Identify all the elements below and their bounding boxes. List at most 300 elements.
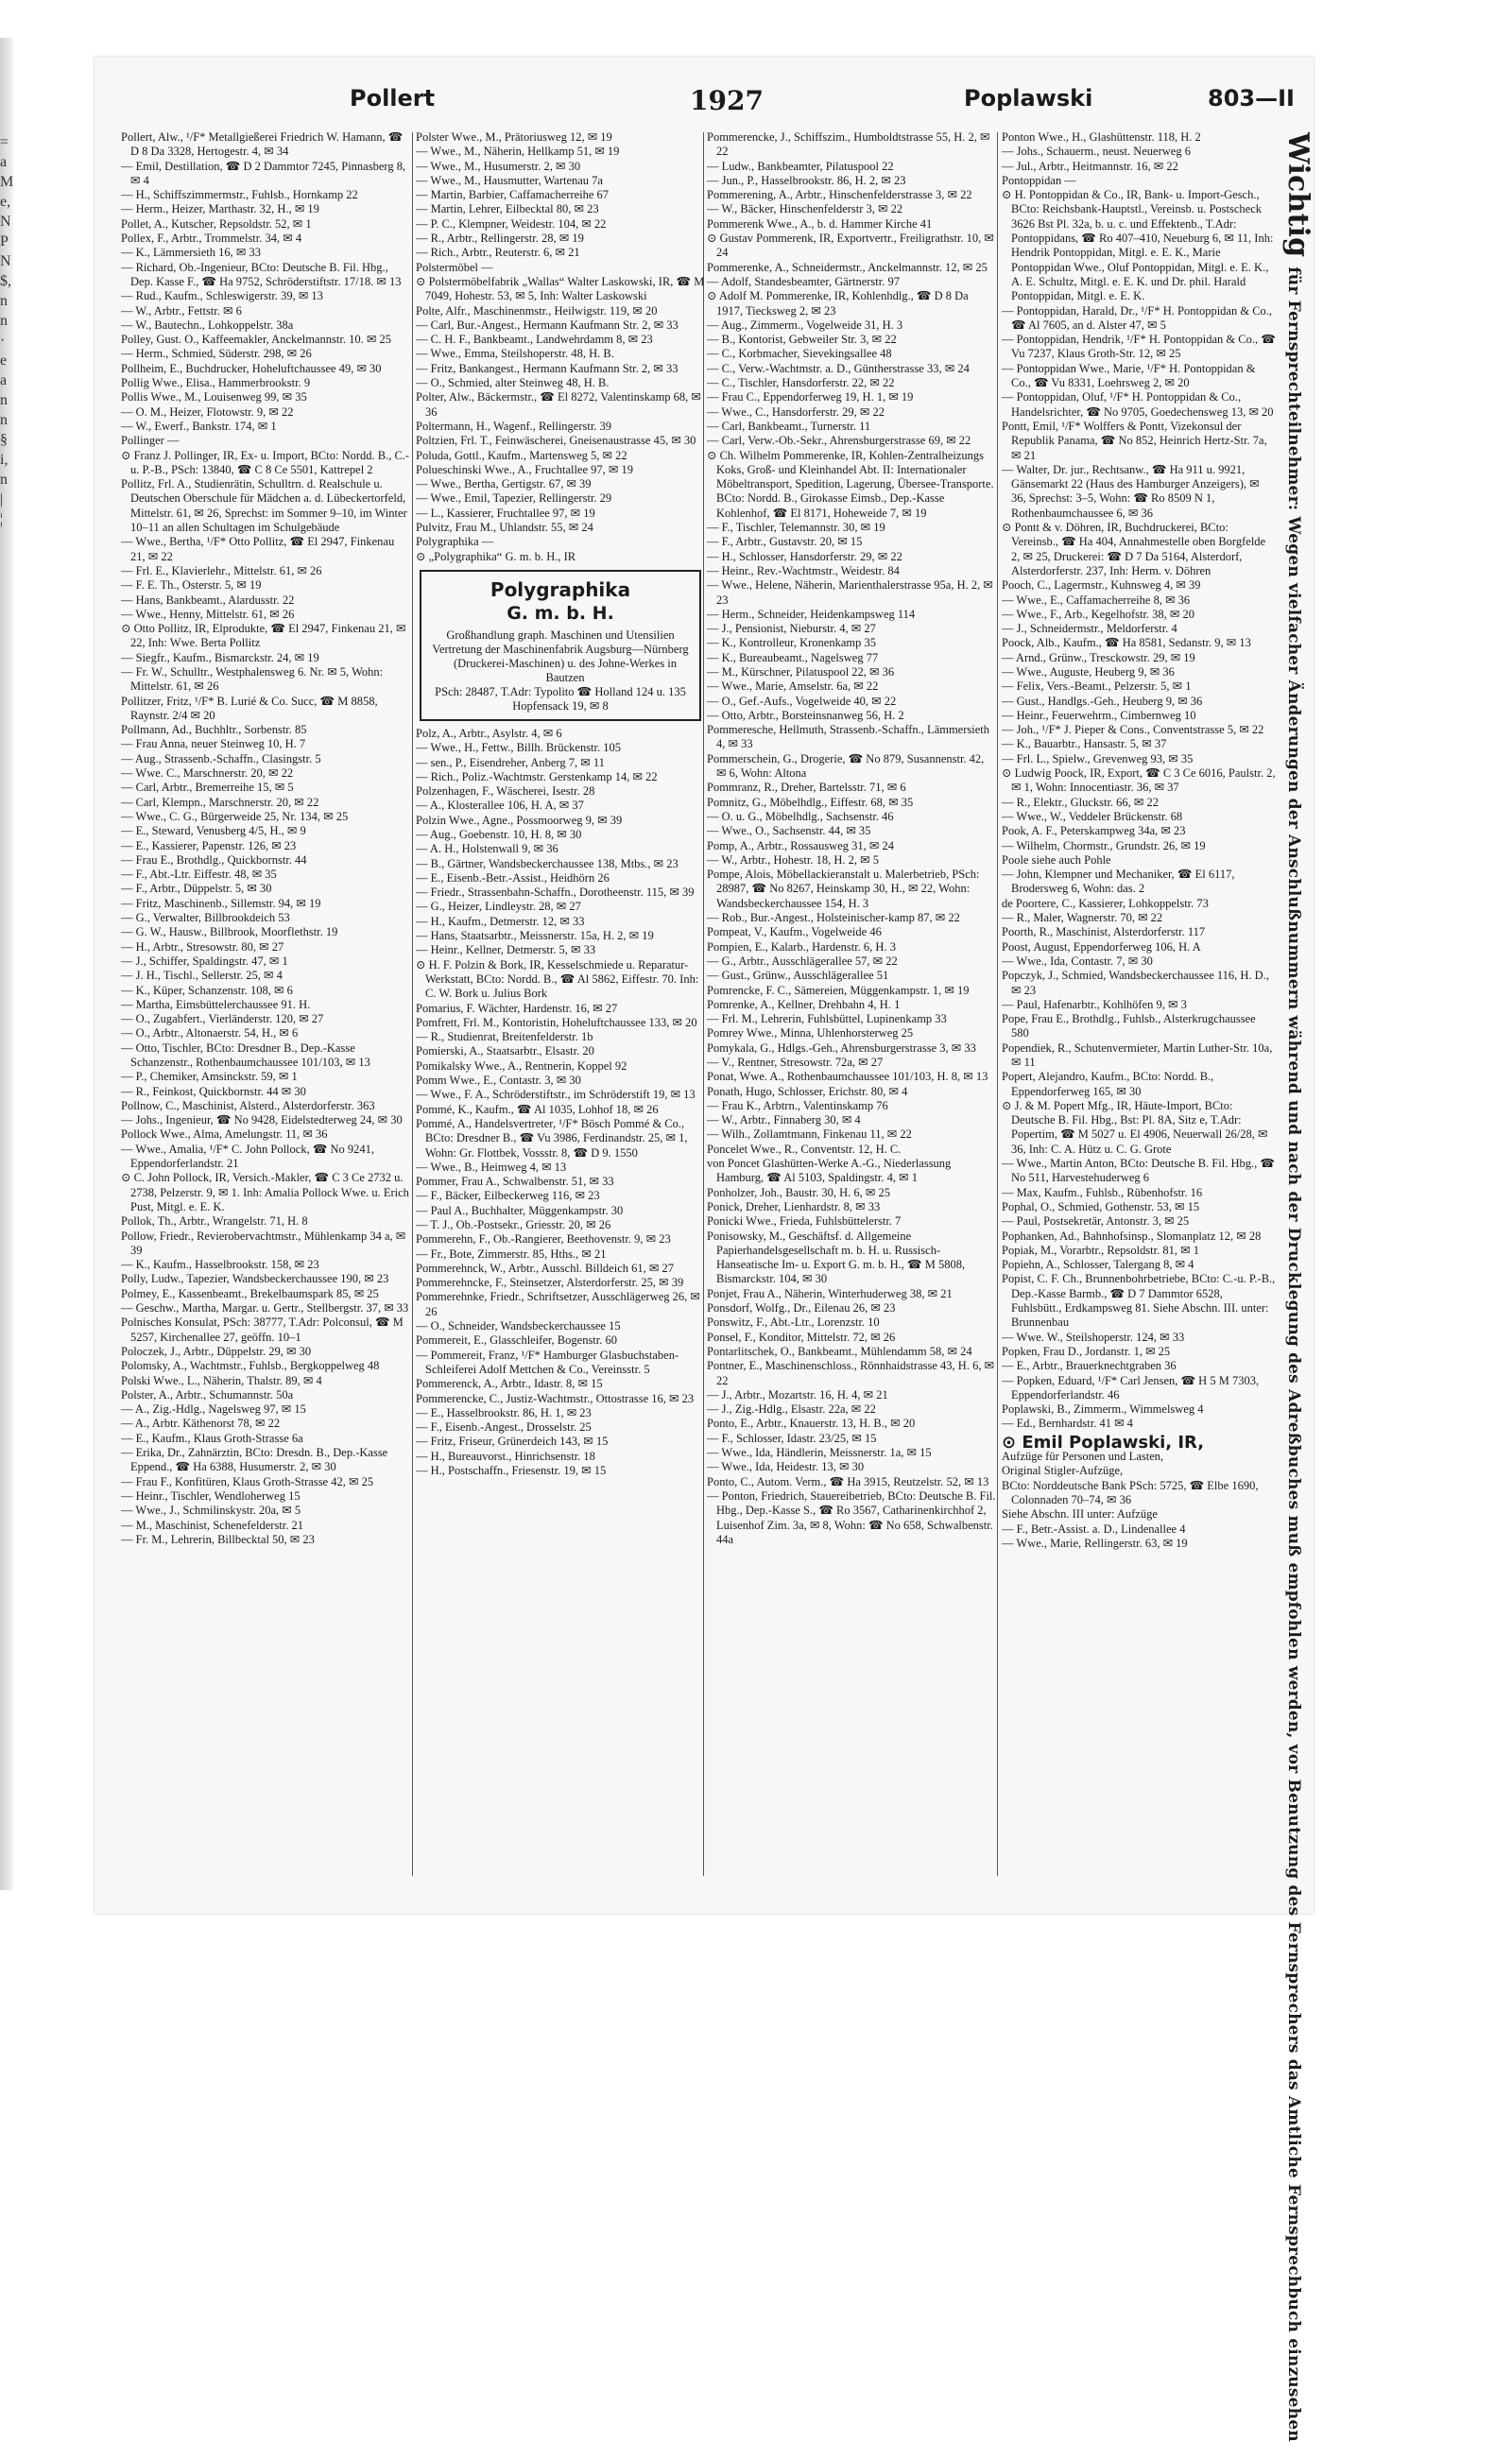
- edge-mark: a: [0, 372, 8, 388]
- directory-entry: — Gust., Handlgs.-Geh., Heuberg 9, ✉ 36: [1002, 694, 1203, 708]
- directory-entry: Pommerschein, G., Drogerie, ☎ No 879, Susannenstr. 42, ✉ 6, Wohn: Altona: [707, 751, 985, 781]
- ad-line: Siehe Abschn. III unter: Aufzüge: [1002, 1507, 1158, 1522]
- directory-entry: Polueschinski Wwe., A., Fruchtallee 97, ✉ 19: [416, 462, 634, 476]
- directory-entry: Pontner, E., Maschinenschloss., Rönnhaidstrasse 43, H. 6, ✉ 22: [707, 1359, 995, 1387]
- directory-entry: — P. C., Klempner, Weidestr. 104, ✉ 22: [416, 216, 607, 231]
- directory-entry: Pollig Wwe., Elisa., Hammerbrookstr. 9: [121, 376, 311, 390]
- directory-entry: — Wwe., M., Husumerstr. 2, ✉ 30: [416, 159, 581, 173]
- directory-entry: Polster Wwe., M., Prätoriusweg 12, ✉ 19: [416, 130, 612, 144]
- directory-entry: Pontoppidan —: [1002, 173, 1076, 187]
- directory-entry: — Paul A., Buchhalter, Müggenkampstr. 30: [416, 1203, 624, 1217]
- directory-entry: — Frl. M., Lehrerin, Fuhlsbüttel, Lupinenkamp 33: [707, 1012, 947, 1026]
- directory-entry: Popiak, M., Vorarbtr., Repsoldstr. 81, ✉ 1: [1002, 1243, 1199, 1257]
- header-page-number: 803—II: [1208, 85, 1295, 112]
- directory-entry: — G. W., Hausw., Billbrook, Moorflethstr. 19: [121, 925, 338, 939]
- directory-entry: Pommer, Frau A., Schwalbenstr. 51, ✉ 33: [416, 1175, 614, 1189]
- directory-entry: — Wwe., Ida, Heidestr. 13, ✉ 30: [707, 1460, 865, 1474]
- column-rule: [412, 132, 413, 1876]
- directory-entry: Pope, Frau E., Brothdlg., Fuhlsb., Alsterkrugchaussee 580: [1002, 1012, 1256, 1040]
- directory-entry: Ponisowsky, M., Geschäftsf. d. Allgemeine Papierhandelsgesellschaft m. b. H. u. Russisch-Hanseatische Im- u. Export G. m. b. H., ☎ M 5808, Bismarckstr. 104, ✉ 30: [707, 1229, 966, 1286]
- directory-entry: — F. E. Th., Osterstr. 5, ✉ 19: [121, 578, 262, 593]
- directory-entry: von Poncet Glashütten-Werke A.-G., Niederlassung Hamburg, ☎ Al 5103, Spaldingstr. 4, ✉ 1: [707, 1157, 952, 1185]
- directory-entry: de Poortere, C., Kassierer, Lohkoppelstr. 73: [1002, 896, 1209, 910]
- directory-entry: — Wilh., Zollamtmann, Finkenau 11, ✉ 22: [707, 1127, 912, 1142]
- directory-entry: — J. H., Tischl., Sellerstr. 25, ✉ 4: [121, 969, 283, 983]
- directory-entry: Ponick, Dreher, Lienhardstr. 8, ✉ 33: [707, 1199, 881, 1213]
- directory-entry: — M., Kürschner, Pilatuspool 22, ✉ 36: [707, 664, 895, 679]
- directory-entry: Popist, C. F. Ch., Brunnenbohrbetriebe, BCto: C.-u. P.-B., Dep.-Kasse Barmb., ☎ D 7 Dammtor 6528, Fuhlsbütt., Erdkampsweg 81. Siehe Abschn. III. unter: Brunnenbau: [1002, 1272, 1276, 1330]
- edge-mark: e: [0, 353, 8, 369]
- directory-entry: Polley, Gust. O., Kaffeemakler, Anckelmannstr. 10. ✉ 25: [121, 333, 391, 347]
- directory-entry: — Frl. L., Spielw., Grevenweg 93, ✉ 35: [1002, 751, 1194, 765]
- edge-mark: n: [0, 392, 8, 408]
- edge-mark: n: [0, 412, 8, 428]
- directory-page: [94, 57, 1314, 2442]
- directory-entry: — Emil, Destillation, ☎ D 2 Dammtor 7245, Pinnasberg 8, ✉ 4: [121, 159, 406, 187]
- directory-entry: — W., Ewerf., Bankstr. 174, ✉ 1: [121, 419, 277, 433]
- directory-entry: — Joh., ¹/F* J. Pieper & Cons., Conventstrasse 5, ✉ 22: [1002, 723, 1264, 737]
- directory-entry: — F., Schlosser, Idastr. 23/25, ✉ 15: [707, 1431, 877, 1445]
- directory-entry: Polygraphika —: [416, 535, 494, 549]
- directory-entry: — Rich., Poliz.-Wachtmstr. Gerstenkamp 14, ✉ 22: [416, 769, 658, 783]
- directory-entry: ⊙ Ludwig Poock, IR, Export, ☎ C 3 Ce 6016, Paulstr. 2, ✉ 1, Wohn: Innocentiastr. 36, ✉ 37: [1002, 766, 1276, 795]
- directory-entry: — Herm., Heizer, Marthastr. 32, H., ✉ 19: [121, 202, 319, 216]
- directory-entry: — Wwe., Emil, Tapezier, Rellingerstr. 29: [416, 491, 612, 506]
- directory-entry: Polstermöbel —: [416, 260, 493, 274]
- directory-entry: Pommerening, A., Arbtr., Hinschenfelderstrasse 3, ✉ 22: [707, 188, 972, 202]
- ad-line: BCto: Norddeutsche Bank PSch: 5725, ☎ Elbe 1690, Colonnaden 70–74, ✉ 36: [1002, 1478, 1259, 1506]
- directory-entry: — Jul., Arbtr., Heitmannstr. 16, ✉ 22: [1002, 159, 1178, 173]
- directory-entry: — H., Schlosser, Hansdorferstr. 29, ✉ 22: [707, 549, 902, 563]
- directory-entry: — Aug., Strassenb.-Schaffn., Clasingstr. 5: [121, 751, 321, 765]
- directory-entry: Pompe, Alois, Möbellackieranstalt u. Malerbetrieb, PSch: 28987, ☎ No 8267, Heinskamp 30, H., ✉ 22, Wohn: Wandsbeckerchaussee 154, H. 3: [707, 868, 980, 910]
- directory-entry: — Frau Anna, neuer Steinweg 10, H. 7: [121, 737, 306, 751]
- directory-entry: — Frau F., Konfitüren, Klaus Groth-Strasse 42, ✉ 25: [121, 1474, 374, 1488]
- directory-entry: — H., Postschaffn., Friesenstr. 19, ✉ 15: [416, 1464, 607, 1478]
- directory-entry: — Pontoppidan, Oluf, ¹/F* H. Pontoppidan & Co., Handelsrichter, ☎ No 9705, Goedechensweg 13, ✉ 20: [1002, 390, 1274, 419]
- directory-entry: Polomsky, A., Wachtmstr., Fuhlsb., Bergkoppelweg 48: [121, 1359, 380, 1373]
- directory-entry: — Martin, Lehrer, Eilbecktal 80, ✉ 23: [416, 202, 599, 216]
- directory-entry: Pollitzer, Fritz, ¹/F* B. Lurié & Co. Succ, ☎ M 8858, Raynstr. 2/4 ✉ 20: [121, 694, 378, 722]
- directory-entry: — O., Schmied, alter Steinweg 48, H. B.: [416, 376, 610, 390]
- directory-entry: — G., Arbtr., Ausschlägerallee 57, ✉ 22: [707, 954, 898, 968]
- directory-entry: Pulvitz, Frau M., Uhlandstr. 55, ✉ 24: [416, 521, 593, 535]
- directory-entry: — T. J., Ob.-Postsekr., Griesstr. 20, ✉ 26: [416, 1218, 611, 1231]
- edge-mark: n: [0, 293, 8, 309]
- directory-entry: — Pommereit, Franz, ¹/F* Hamburger Glasbuchstaben-Schleiferei Adolf Mettchen & Co., Vereinsstr. 5: [416, 1348, 679, 1376]
- directory-entry: Pommerencke, J., Schiffszim., Humboldtstrasse 55, H. 2, ✉ 22: [707, 130, 990, 159]
- directory-entry: Polski Wwe., L., Näherin, Thalstr. 89, ✉ 4: [121, 1373, 322, 1387]
- directory-entry: ⊙ J. & M. Popert Mfg., IR, Häute-Import, BCto: Deutsche B. Fil. Hbg., Bst: Pl. 8A, Sitz e, T.Adr: Popertim, ☎ M 5027 u. El 4906, Neuerwall 26/28, ✉ 36, Inh: C. A. Hütz u. C. G. Grote: [1002, 1098, 1268, 1156]
- directory-entry: — Fr. W., Schulltr., Westphalensweg 6. Nr. ✉ 5, Wohn: Mittelstr. 61, ✉ 26: [121, 664, 384, 694]
- directory-entry: Pomierski, A., Staatsarbtr., Elsastr. 20: [416, 1044, 594, 1058]
- directory-entry: — Rob., Bur.-Angest., Holsteinischer-kamp 87, ✉ 22: [707, 911, 960, 925]
- directory-entry: Pomrencke, F. C., Sämereien, Müggenkampstr. 1, ✉ 19: [707, 983, 970, 997]
- directory-entry: Pook, A. F., Peterskampweg 34a, ✉ 23: [1002, 824, 1186, 838]
- directory-entry: — K., Bureaubeamt., Nagelsweg 77: [707, 650, 879, 664]
- directory-entry: — Ponton, Friedrich, Stauereibetrieb, BCto: Deutsche B. Fil. Hbg., Dep.-Kasse S., ☎ Ro 3567, Catharinenkirchhof 2, Luisenhof Zim. 3a, ✉ 8, Wohn: ☎ No 658, Schwalbenstr. 44a: [707, 1488, 996, 1546]
- directory-entry: Poock, Alb., Kaufm., ☎ Ha 8581, Sedanstr. 9, ✉ 13: [1002, 636, 1251, 650]
- directory-entry: — W., Bautechn., Lohkoppelstr. 38a: [121, 318, 294, 332]
- edge-mark: a: [0, 154, 8, 170]
- directory-entry: — Heinr., Feuerwehrm., Cimbernweg 10: [1002, 708, 1196, 722]
- directory-entry: — Wwe., J., Schmilinskystr. 20a, ✉ 5: [121, 1504, 301, 1518]
- edge-mark: =: [0, 134, 9, 150]
- directory-entry: — Martha, Eimsbüttelerchaussee 91. H.: [121, 997, 311, 1011]
- directory-entry: — J., Schneidermstr., Meldorferstr. 4: [1002, 622, 1177, 636]
- directory-entry: — Jun., P., Hasselbrookstr. 86, H. 2, ✉ 23: [707, 173, 906, 187]
- header-first-name: Pollert: [350, 85, 436, 112]
- directory-entry: — Siegfr., Kaufm., Bismarckstr. 24, ✉ 19: [121, 650, 319, 664]
- directory-entry: Pophal, O., Schmied, Gothenstr. 53, ✉ 15: [1002, 1199, 1200, 1213]
- directory-entry: Pollheim, E., Buchdrucker, Hoheluftchaussee 49, ✉ 30: [121, 361, 382, 375]
- directory-entry: — O., Schneider, Wandsbeckerchaussee 15: [416, 1319, 621, 1333]
- directory-entry: — Frau K., Arbtrn., Valentinskamp 76: [707, 1098, 888, 1112]
- directory-entry: Pontarlitschek, O., Bankbeamt., Mühlendamm 58, ✉ 24: [707, 1344, 972, 1358]
- directory-entry: — Hans, Bankbeamt., Alardusstr. 22: [121, 593, 295, 607]
- directory-entry: Pollnow, C., Maschinist, Alsterd., Alsterdorferstr. 363: [121, 1098, 375, 1112]
- directory-entry: — Wwe., F. A., Schröderstiftstr., im Schröderstift 19, ✉ 13: [416, 1088, 696, 1102]
- directory-entry: ⊙ „Polygraphika“ G. m. b. H., IR: [416, 549, 576, 563]
- directory-entry: Ponath, Hugo, Schlosser, Erichstr. 80, ✉ 4: [707, 1084, 908, 1098]
- directory-entry: — B., Gärtner, Wandsbeckerchaussee 138, Mtbs., ✉ 23: [416, 856, 679, 870]
- directory-entry: — Pontoppidan, Hendrik, ¹/F* H. Pontoppidan & Co., ☎ Vu 7237, Klaus Groth-Str. 12, ✉ 25: [1002, 333, 1276, 361]
- directory-entry: — Wwe., Auguste, Heuberg 9, ✉ 36: [1002, 664, 1175, 679]
- directory-entry: ⊙ Adolf M. Pommerenke, IR, Kohlenhdlg., ☎ D 8 Da 1917, Tiecksweg 2, ✉ 23: [707, 289, 969, 318]
- directory-entry: — Max, Kaufm., Fuhlsb., Rübenhofstr. 16: [1002, 1185, 1203, 1199]
- directory-entry: — H., Bureauvorst., Hinrichsenstr. 18: [416, 1449, 595, 1463]
- directory-entry: Pommerehncke, F., Steinsetzer, Alsterdorferstr. 25, ✉ 39: [416, 1276, 684, 1290]
- directory-entry: — F., Abt.-Ltr. Eiffestr. 48, ✉ 35: [121, 868, 277, 882]
- directory-entry: Popken, Frau D., Jordanstr. 1, ✉ 25: [1002, 1344, 1171, 1358]
- directory-entry: — Arnd., Grünw., Tresckowstr. 29, ✉ 19: [1002, 650, 1195, 664]
- directory-entry: — Wwe. C., Marschnerstr. 20, ✉ 22: [121, 766, 294, 781]
- directory-entry: — R., Studienrat, Breitenfelderstr. 1b: [416, 1030, 593, 1044]
- edge-mark: §: [0, 432, 8, 448]
- directory-entry: ⊙ Franz J. Pollinger, IR, Ex- u. Import, BCto: Nordd. B., C.- u. P.-B., PSch: 13840, ☎ C 8 Ce 5501, Kattrepel 2: [121, 448, 410, 476]
- directory-entry: Ponholzer, Joh., Baustr. 30, H. 6, ✉ 25: [707, 1185, 890, 1199]
- directory-entry: — Paul, Hafenarbtr., Kohlhöfen 9, ✉ 3: [1002, 997, 1187, 1011]
- directory-entry: — Wwe., M., Näherin, Hellkamp 51, ✉ 19: [416, 145, 620, 159]
- directory-entry: — Wilhelm, Chormstr., Grundstr. 26, ✉ 19: [1002, 838, 1206, 852]
- directory-entry: Poluda, Gottl., Kaufm., Martensweg 5, ✉ 22: [416, 448, 627, 462]
- directory-entry: Pooch, C., Lagermstr., Kuhnsweg 4, ✉ 39: [1002, 578, 1201, 593]
- edge-mark: n: [0, 472, 8, 488]
- directory-entry: — C., Tischler, Hansdorferstr. 22, ✉ 22: [707, 376, 895, 390]
- edge-mark: P: [0, 233, 9, 249]
- directory-entry: — Fr., Bote, Zimmerstr. 85, Hths., ✉ 21: [416, 1247, 607, 1261]
- directory-entry: Pomnitz, G., Möbelhdlg., Eiffestr. 68, ✉ 35: [707, 795, 914, 809]
- directory-entry: — Wwe., F., Arb., Kegelhofstr. 38, ✉ 20: [1002, 607, 1195, 621]
- directory-entry: — H., Arbtr., Stresowstr. 80, ✉ 27: [121, 939, 284, 954]
- directory-entry: — Wwe., C., Hansdorferstr. 29, ✉ 22: [707, 404, 885, 419]
- directory-entry: — A. H., Holstenwall 9, ✉ 36: [416, 842, 558, 856]
- directory-entry: Pommereit, E., Glasschleifer, Bogenstr. 60: [416, 1333, 618, 1348]
- directory-entry: Pompien, E., Kalarb., Hardenstr. 6, H. 3: [707, 939, 896, 954]
- directory-entry: Pollinger —: [121, 434, 180, 448]
- directory-entry: Pommranz, R., Dreher, Bartelsstr. 71, ✉ 6: [707, 781, 906, 795]
- directory-entry: Pompeat, V., Kaufm., Vogelweide 46: [707, 925, 882, 939]
- directory-entry: ⊙ C. John Pollock, IR, Versich.-Makler, ☎ C 3 Ce 2732 u. 2738, Pelzerstr. 9, ✉ 1. Inh: Amalia Pollock Wwe. u. Erich Pust, Mitgl. e. E. K.: [121, 1171, 409, 1213]
- directory-entry: — Frl. E., Klavierlehr., Mittelstr. 61, ✉ 26: [121, 563, 322, 577]
- ad-title: Polygraphika: [490, 577, 631, 601]
- directory-entry: Popendiek, R., Schutenvermieter, Martin Luther-Str. 10a, ✉ 11: [1002, 1040, 1273, 1069]
- directory-entry: Poost, August, Eppendorferweg 106, H. A: [1002, 939, 1201, 954]
- directory-entry: Ponto, C., Autom. Verm., ☎ Ha 3915, Reutzelstr. 52, ✉ 13: [707, 1474, 989, 1488]
- directory-entry: Poltermann, H., Wagenf., Rellingerstr. 39: [416, 419, 612, 433]
- directory-entry: — K., Bauarbtr., Hansastr. 5, ✉ 37: [1002, 737, 1167, 751]
- directory-entry: — Carl, Klempn., Marschnerstr. 20, ✉ 22: [121, 795, 319, 809]
- directory-entry: — B., Kontorist, Gebweiler Str. 3, ✉ 22: [707, 333, 897, 347]
- directory-entry: Polzin Wwe., Agne., Possmoorweg 9, ✉ 39: [416, 813, 623, 827]
- edge-mark: |: [0, 491, 4, 507]
- directory-entry: — Wwe., Ida, Händlerin, Meissnerstr. 1a, ✉ 15: [707, 1446, 932, 1460]
- ad-line: Hopfensack 19, ✉ 8: [512, 698, 609, 713]
- directory-entry: Polz, A., Arbtr., Asylstr. 4, ✉ 6: [416, 726, 562, 740]
- directory-entry: — M., Maschinist, Schenefelderstr. 21: [121, 1518, 304, 1532]
- directory-entry: — Wwe., Marie, Amselstr. 6a, ✉ 22: [707, 679, 879, 694]
- directory-entry: — Rud., Kaufm., Schleswigerstr. 39, ✉ 13: [121, 289, 323, 303]
- directory-entry: — Frau C., Eppendorferweg 19, H. 1, ✉ 19: [707, 390, 914, 404]
- directory-entry: — Walter, Dr. jur., Rechtsanw., ☎ Ha 911 u. 9921, Gänsemarkt 22 (Haus des Hamburger Anzeigers), ✉ 36, Sprechst: 3–5, Wohn: ☎ Ro 8509 N 1, Rothenbaumchaussee 6, ✉ 36: [1002, 462, 1260, 520]
- directory-entry: — C., Korbmacher, Sievekingsallee 48: [707, 347, 892, 361]
- directory-entry: Popert, Alejandro, Kaufm., BCto: Nordd. B., Eppendorferweg 165, ✉ 30: [1002, 1070, 1214, 1098]
- edge-mark: e,: [0, 194, 11, 210]
- directory-entry: Pollok, Th., Arbtr., Wrangelstr. 71, H. 8: [121, 1214, 308, 1229]
- directory-entry: Polmey, E., Kassenbeamt., Brekelbaumspark 85, ✉ 25: [121, 1286, 379, 1300]
- directory-entry: Ponton Wwe., H., Glashüttenstr. 118, H. 2: [1002, 130, 1201, 144]
- directory-entry: Pomrenke, A., Kellner, Drehbahn 4, H. 1: [707, 997, 901, 1011]
- directory-entry: — Rich., Arbtr., Reuterstr. 6, ✉ 21: [416, 246, 580, 260]
- directory-entry: — Carl, Verw.-Ob.-Sekr., Ahrensburgerstrasse 69, ✉ 22: [707, 434, 971, 448]
- directory-entry: Pollow, Friedr., Revierobervachtmstr., Mühlenkamp 34 a, ✉ 39: [121, 1229, 406, 1257]
- header-year: 1927: [690, 85, 764, 116]
- directory-entry: — L., Kassierer, Fruchtallee 97, ✉ 19: [416, 506, 595, 520]
- directory-entry: — Ludw., Bankbeamter, Pilatuspool 22: [707, 159, 894, 173]
- directory-entry: Poltzien, Frl. T., Feinwäscherei, Gneisenaustrasse 45, ✉ 30: [416, 434, 696, 448]
- directory-entry: Poplawski, B., Zimmerm., Wimmelsweg 4: [1002, 1402, 1204, 1417]
- directory-entry: Pollet, A., Kutscher, Repsoldstr. 52, ✉ 1: [121, 216, 312, 231]
- directory-entry: Pomm Wwe., E., Contastr. 3, ✉ 30: [416, 1074, 581, 1088]
- directory-entry: — H., Kaufm., Detmerstr. 12, ✉ 33: [416, 914, 585, 928]
- directory-entry: — Pontoppidan Wwe., Marie, ¹/F* H. Pontoppidan & Co., ☎ Vu 8331, Loehrsweg 2, ✉ 20: [1002, 361, 1256, 390]
- directory-entry: Pomykala, G., Hdlgs.-Geh., Ahrensburgerstrasse 3, ✉ 33: [707, 1040, 976, 1055]
- header-last-name: Poplawski: [964, 85, 1093, 112]
- directory-entry: — F., Tischler, Telemannstr. 30, ✉ 19: [707, 521, 885, 535]
- directory-entry: — Geschw., Martha, Margar. u. Gertr., Stellbergstr. 37, ✉ 33: [121, 1301, 409, 1316]
- directory-entry: ⊙ Otto Pollitz, IR, Elprodukte, ☎ El 2947, Finkenau 21, ✉ 22, Inh: Wwe. Berta Pollitz: [121, 622, 406, 650]
- directory-entry: — Aug., Zimmerm., Vogelweide 31, H. 3: [707, 318, 903, 332]
- directory-entry: — Otto, Tischler, BCto: Dresdner B., Dep.-Kasse Schanzenstr., Rothenbaumchaussee 101/103, ✉ 13: [121, 1040, 370, 1069]
- directory-entry: — Wwe., Amalia, ¹/F* C. John Pollock, ☎ No 9241, Eppendorferlandstr. 21: [121, 1142, 375, 1171]
- directory-entry: Ponto, E., Arbtr., Knauerstr. 13, H. B., ✉ 20: [707, 1417, 916, 1431]
- directory-entry: — Erika, Dr., Zahnärztin, BCto: Dresdn. B., Dep.-Kasse Eppend., ☎ Ha 6388, Husumerstr. 2, ✉ 30: [121, 1446, 388, 1474]
- directory-entry: — R., Elektr., Gluckstr. 66, ✉ 22: [1002, 795, 1160, 809]
- edge-mark: N: [0, 253, 11, 269]
- notice-lead: Wichtig: [1281, 132, 1314, 258]
- directory-entry: — Adolf, Standesbeamter, Gärtnerstr. 97: [707, 274, 900, 288]
- directory-entry: Pollex, F., Arbtr., Trommelstr. 34, ✉ 4: [121, 232, 302, 246]
- directory-entry: Pollitz, Frl. A., Studienrätin, Schulltrn. d. Realschule u. Deutschen Oberschule für Mädchen a. d. Lübeckertorfeld, Mittelstr. 61, ✉ 26, Sprechst: im Sommer 9–10, im Winter 10–11 an allen Schultagen im Schulgebäude: [121, 477, 407, 535]
- ad-line: PSch: 28487, T.Adr: Typolito ☎ Holland 124 u. 135: [435, 684, 686, 698]
- directory-entry: — Wwe., O., Sachsenstr. 44, ✉ 35: [707, 824, 871, 838]
- column-rule: [997, 132, 998, 1876]
- directory-entry: — Wwe., Henny, Mittelstr. 61, ✉ 26: [121, 607, 295, 621]
- directory-column-4: [1002, 130, 1276, 1885]
- directory-entry: — A., Zig.-Hdlg., Nagelsweg 97, ✉ 15: [121, 1402, 306, 1417]
- directory-entry: ⊙ Ch. Wilhelm Pommerenke, IR, Kohlen-Zentralheizungs Koks, Groß- und Kleinhandel Abt. II: Internationaler Möbeltransport, Spedition, Lagerung, Übersee-Transporte. BCto: Nordd. B., Girokasse Eimsb., Dep.-Kasse Kohlenhof, ☎ El 8171, Hoheweide 7, ✉ 19: [707, 448, 994, 520]
- directory-entry: Poloczek, J., Arbtr., Düppelstr. 29, ✉ 30: [121, 1344, 312, 1358]
- directory-entry: Pomarius, F. Wächter, Hardenstr. 16, ✉ 27: [416, 1001, 618, 1015]
- poplawski-advertisement: [1002, 1432, 1276, 1551]
- edge-mark: ¦: [0, 511, 4, 527]
- directory-entry: — Hans, Staatsarbtr., Meissnerstr. 15a, H. 2, ✉ 19: [416, 929, 654, 943]
- directory-entry: Polte, Alfr., Maschinenmstr., Heilwigstr. 119, ✉ 20: [416, 303, 658, 318]
- directory-entry: — Paul, Postsekretär, Antonstr. 3, ✉ 25: [1002, 1214, 1190, 1229]
- directory-entry: — E., Eisenb.-Betr.-Assist., Heidhörn 26: [416, 870, 610, 885]
- directory-entry: Pommerencke, C., Justiz-Wachtmstr., Ottostrasse 16, ✉ 23: [416, 1391, 695, 1405]
- directory-entry: — Herm., Schmied, Süderstr. 298, ✉ 26: [121, 347, 312, 361]
- directory-entry: — Otto, Arbtr., Borsteinsnanweg 56, H. 2: [707, 708, 904, 722]
- directory-entry: Popiehn, A., Schlosser, Talergang 8, ✉ 4: [1002, 1258, 1194, 1272]
- directory-entry: — E., Kaufm., Klaus Groth-Strasse 6a: [121, 1431, 303, 1445]
- directory-entry: — R., Feinkost, Quickbornstr. 44 ✉ 30: [121, 1084, 306, 1098]
- edge-mark: i,: [0, 452, 9, 468]
- directory-entry: — R., Arbtr., Rellingerstr. 28, ✉ 19: [416, 232, 584, 246]
- directory-entry: — Wwe., H., Fettw., Billh. Brückenstr. 105: [416, 741, 621, 755]
- directory-entry: Ponsdorf, Wolfg., Dr., Eilenau 26, ✉ 23: [707, 1301, 896, 1316]
- directory-entry: — Aug., Goebenstr. 10, H. 8, ✉ 30: [416, 827, 582, 841]
- directory-entry: Pommerenke, A., Schneidermstr., Anckelmannstr. 12, ✉ 25: [707, 260, 988, 274]
- directory-entry: Pomfrett, Frl. M., Kontoristin, Hoheluftchaussee 133, ✉ 20: [416, 1015, 697, 1029]
- directory-entry: Polter, Alw., Bäckermstr., ☎ El 8272, Valentinskamp 68, ✉ 36: [416, 390, 701, 419]
- directory-entry: — Ed., Bernhardstr. 41 ✉ 4: [1002, 1417, 1133, 1431]
- directory-entry: — C., Verw.-Wachtmstr. a. D., Güntherstrasse 33, ✉ 24: [707, 361, 970, 375]
- directory-entry: Pollock Wwe., Alma, Amelungstr. 11, ✉ 36: [121, 1127, 328, 1142]
- directory-entry: Pomikalsky Wwe., A., Rentnerin, Koppel 92: [416, 1058, 627, 1073]
- directory-entry: — Wwe., Emma, Steilshoperstr. 48, H. B.: [416, 347, 614, 361]
- directory-entry: Pommerehn, F., Ob.-Rangierer, Beethovenstr. 9, ✉ 23: [416, 1232, 671, 1247]
- directory-entry: — K., Küper, Schanzenstr. 108, ✉ 6: [121, 983, 293, 997]
- directory-entry: Ponjet, Frau A., Näherin, Winterhuderweg 38, ✉ 21: [707, 1286, 953, 1300]
- directory-entry: Ponicki Wwe., Frieda, Fuhlsbüttelerstr. 7: [707, 1214, 902, 1229]
- page-header: [132, 85, 1304, 119]
- directory-entry: — Fritz, Bankangest., Hermann Kaufmann Str. 2, ✉ 33: [416, 361, 679, 375]
- directory-entry: — Carl, Bankbeamt., Turnerstr. 11: [707, 419, 871, 433]
- directory-entry: — E., Arbtr., Brauerknechtgraben 36: [1002, 1359, 1177, 1373]
- directory-entry: Pollmann, Ad., Buchhltr., Sorbenstr. 85: [121, 723, 307, 737]
- directory-entry: — Wwe., Helene, Näherin, Marienthalerstrasse 95a, H. 2, ✉ 23: [707, 578, 993, 607]
- directory-entry: ⊙ Polstermöbelfabrik „Wallas“ Walter Laskowski, IR, ☎ M 7049, Hohestr. 53, ✉ 5, Inh: Walter Laskowski: [416, 274, 705, 303]
- directory-entry: — V., Rentner, Stresowstr. 72a, ✉ 27: [707, 1056, 884, 1069]
- directory-entry: Polster, A., Arbtr., Schumannstr. 50a: [121, 1387, 294, 1402]
- directory-entry: Pommerenk Wwe., A., b. d. Hammer Kirche 41: [707, 216, 933, 231]
- directory-entry: — C. H. F., Bankbeamt., Landwehrdamm 8, ✉ 23: [416, 333, 653, 347]
- directory-entry: — sen., P., Eisendreher, Anberg 7, ✉ 11: [416, 755, 605, 769]
- directory-entry: — Wwe. W., Steilshoperstr. 124, ✉ 33: [1002, 1330, 1185, 1344]
- directory-entry: — Fr. M., Lehrerin, Billbecktal 50, ✉ 23: [121, 1532, 315, 1546]
- directory-entry: Pollert, Alw., ¹/F* Metallgießerei Friedrich W. Hamann, ☎ D 8 Da 3328, Hertogestr. 4, ✉ 34: [121, 130, 404, 159]
- edge-mark: ·: [0, 333, 6, 349]
- directory-entry: — Carl, Bur.-Angest., Hermann Kaufmann Str. 2, ✉ 33: [416, 318, 679, 332]
- polygraphika-advertisement: [420, 570, 701, 721]
- directory-entry: — E., Kassierer, Papenstr. 126, ✉ 23: [121, 838, 297, 852]
- directory-entry: Poole siehe auch Pohle: [1002, 852, 1111, 867]
- directory-entry: Pophanken, Ad., Bahnhofsinsp., Slomanplatz 12, ✉ 28: [1002, 1229, 1262, 1243]
- directory-entry: — Fritz, Friseur, Grünerdeich 143, ✉ 15: [416, 1435, 609, 1449]
- directory-entry: Pommeresche, Hellmuth, Strassenb.-Schaffn., Lämmersieth 4, ✉ 33: [707, 723, 990, 751]
- directory-entry: — K., Kaufm., Hasselbrookstr. 158, ✉ 23: [121, 1258, 319, 1272]
- directory-entry: — J., Schiffer, Spaldingstr. 47, ✉ 1: [121, 954, 288, 968]
- directory-entry: — O., Arbtr., Altonaerstr. 54, H., ✉ 6: [121, 1026, 299, 1040]
- directory-entry: — J., Pensionist, Nieburstr. 4, ✉ 27: [707, 622, 876, 636]
- ad-name: ⊙ Emil Poplawski, IR,: [1002, 1432, 1205, 1453]
- directory-entry: — P., Chemiker, Amsinckstr. 59, ✉ 1: [121, 1070, 298, 1084]
- directory-entry: — A., Klosterallee 106, H. A, ✉ 37: [416, 799, 584, 813]
- directory-entry: — Frau E., Brothdlg., Quickbornstr. 44: [121, 852, 307, 867]
- directory-entry: ⊙ H. F. Polzin & Bork, IR, Kesselschmiede u. Reparatur-Werkstatt, BCto: Nordd. B., ☎ Al 5862, Eiffestr. 70. Inh: C. W. Bork u. Julius Bork: [416, 957, 699, 1001]
- directory-entry: — G., Verwalter, Billbrookdeich 53: [121, 911, 290, 925]
- ad-line: Original Stigler-Aufzüge,: [1002, 1464, 1124, 1478]
- directory-entry: — John, Klempner und Mechaniker, ☎ El 6117, Brodersweg 6, Wohn: das. 2: [1002, 868, 1235, 896]
- directory-entry: — Wwe., Martin Anton, BCto: Deutsche B. Fil. Hbg., ☎ No 511, Harvestehuderweg 6: [1002, 1157, 1275, 1185]
- directory-entry: — Johs., Ingenieur, ☎ No 9428, Eidelstedterweg 24, ✉ 30: [121, 1113, 403, 1127]
- directory-entry: — J., Zig.-Hdlg., Elsastr. 22a, ✉ 22: [707, 1402, 876, 1417]
- edge-mark: M: [0, 174, 14, 190]
- directory-entry: — O., Gef.-Aufs., Vogelweide 40, ✉ 22: [707, 694, 897, 708]
- directory-entry: — Wwe., C. G., Bürgerweide 25, Nr. 134, ✉ 25: [121, 809, 349, 823]
- directory-entry: — Johs., Schauerm., neust. Neuerweg 6: [1002, 145, 1191, 159]
- directory-entry: ⊙ Pontt & v. Döhren, IR, Buchdruckerei, BCto: Vereinsb., ☎ Ha 404, Annahmestelle oben Borgfelde 2, ✉ 25, Druckerei: ☎ D 7 Da 5164, Alsterdorf, Alsterdorferstr. 237, Inh: Herm. v. Döhren: [1002, 521, 1266, 577]
- directory-entry: — F., Arbtr., Gustavstr. 20, ✉ 15: [707, 535, 863, 549]
- directory-entry: ⊙ H. Pontoppidan & Co., IR, Bank- u. Import-Gesch., BCto: Reichsbank-Hauptstl., Vereinsb. u. Postscheck 3626 Bst Pl. 32a, b. u. c. und Effektenb., T.Adr: Pontoppidans, ☎ Ro 407–410, Neueburg 6, ✉ 11, Inh: Hendrik Pontoppidan, Mitgl. e. E. K., Marie Pontoppidan Wwe., Oluf Pontoppidan, Mitgl. e. E. K., A. E. Schultz, Mitgl. e. E. K. und Dr. phil. Harald Pontoppidan, Mitgl. e. E. K.: [1002, 188, 1274, 303]
- directory-entry: Pommerehnck, W., Arbtr., Ausschl. Billdeich 61, ✉ 27: [416, 1261, 674, 1275]
- directory-entry: Poncelet Wwe., R., Conventstr. 12, H. C.: [707, 1142, 902, 1156]
- directory-entry: — Richard, Ob.-Ingenieur, BCto: Deutsche B. Fil. Hbg., Dep. Kasse F., ☎ Ha 9752, Schröderstiftstr. 17/18. ✉ 13: [121, 260, 402, 288]
- directory-entry: — Gust., Grünw., Ausschlägerallee 51: [707, 969, 889, 983]
- directory-entry: — F., Arbtr., Düppelstr. 5, ✉ 30: [121, 882, 272, 896]
- directory-entry: — Wwe., W., Veddeler Brückenstr. 68: [1002, 809, 1183, 823]
- directory-entry: — Heinr., Kellner, Detmerstr. 5, ✉ 33: [416, 943, 596, 957]
- directory-entry: ⊙ Gustav Pommerenk, IR, Exportvertr., Freiligrathstr. 10, ✉ 24: [707, 232, 994, 260]
- directory-entry: — Pontoppidan, Harald, Dr., ¹/F* H. Pontoppidan & Co., ☎ Al 7605, an d. Alster 47, ✉ 5: [1002, 303, 1273, 332]
- directory-entry: — W., Arbtr., Fettstr. ✉ 6: [121, 303, 242, 318]
- directory-entry: Pommé, K., Kaufm., ☎ Al 1035, Lohhof 18, ✉ 26: [416, 1102, 659, 1116]
- directory-entry: Pollis Wwe., M., Louisenweg 99, ✉ 35: [121, 390, 307, 404]
- directory-entry: — Felix, Vers.-Beamt., Pelzerstr. 5, ✉ 1: [1002, 679, 1192, 694]
- directory-column-2: [416, 130, 705, 1885]
- directory-entry: — Heinr., Tischler, Wendloherweg 15: [121, 1488, 301, 1503]
- directory-entry: Popczyk, J., Schmied, Wandsbeckerchaussee 116, H. D., ✉ 23: [1002, 969, 1269, 997]
- directory-entry: Ponat, Wwe. A., Rothenbaumchaussee 101/103, H. 8, ✉ 13: [707, 1070, 988, 1084]
- directory-entry: — G., Heizer, Lindleystr. 28, ✉ 27: [416, 900, 581, 914]
- directory-entry: — Fritz, Maschinenb., Sillemstr. 94, ✉ 19: [121, 896, 321, 910]
- directory-entry: Polly, Ludw., Tapezier, Wandsbeckerchaussee 190, ✉ 23: [121, 1272, 389, 1286]
- edge-mark: N: [0, 214, 11, 230]
- directory-entry: Pommerenck, A., Arbtr., Idastr. 8, ✉ 15: [416, 1377, 603, 1391]
- directory-entry: — W., Arbtr., Finnaberg 30, ✉ 4: [707, 1113, 861, 1127]
- ad-line: — Wwe., Marie, Rellingerstr. 63, ✉ 19: [1002, 1536, 1188, 1550]
- directory-entry: — Wwe., Ida, Contastr. 7, ✉ 30: [1002, 954, 1153, 968]
- directory-entry: — Popken, Eduard, ¹/F* Carl Jensen, ☎ H 5 M 7303, Eppendorferlandstr. 46: [1002, 1373, 1260, 1402]
- directory-entry: Pomp, A., Arbtr., Rossausweg 31, ✉ 24: [707, 838, 894, 852]
- ad-line: Großhandlung graph. Maschinen und Utensilien: [446, 628, 675, 642]
- directory-entry: — O., Zugabfert., Vierländerstr. 120, ✉ 27: [121, 1012, 324, 1026]
- edge-marks: [0, 132, 13, 529]
- ad-subtitle: G. m. b. H.: [507, 602, 614, 624]
- directory-entry: — Wwe., Bertha, Gertigstr. 67, ✉ 39: [416, 477, 592, 491]
- directory-entry: — K., Lämmersieth 16, ✉ 33: [121, 246, 261, 260]
